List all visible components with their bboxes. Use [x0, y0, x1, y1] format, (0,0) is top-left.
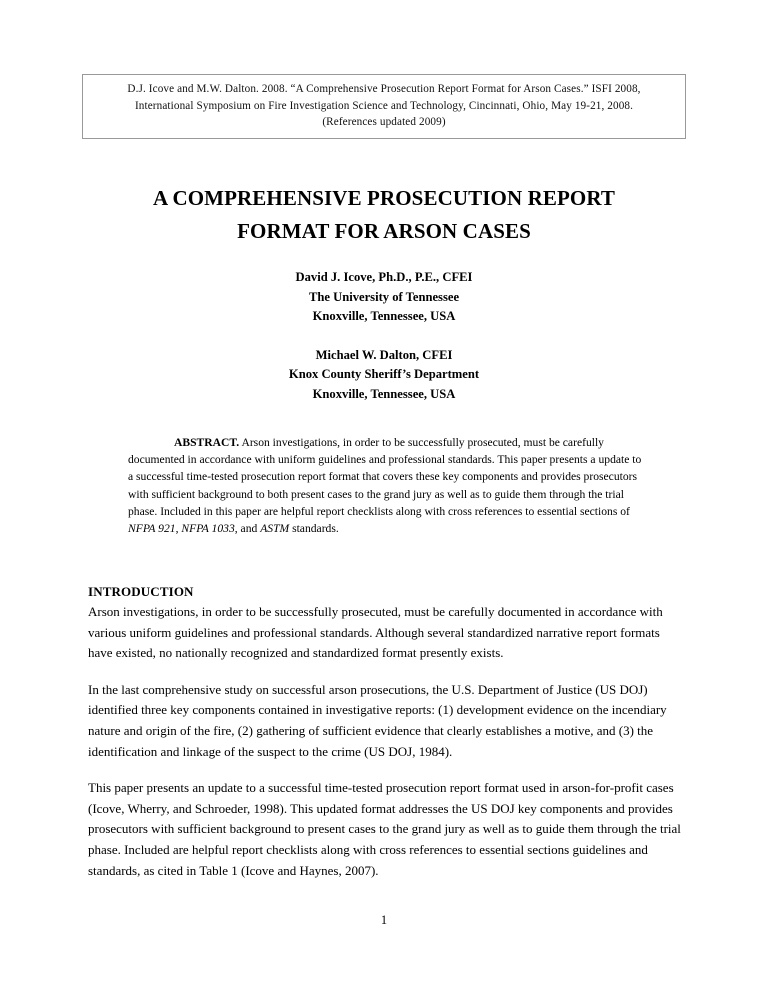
author-name: David J. Icove, Ph.D., P.E., CFEI: [295, 270, 473, 284]
citation-line-1: D.J. Icove and M.W. Dalton. 2008. “A Comprehensive Prosecution Report Format for Arson Cases.” ISFI 2008,: [127, 83, 641, 95]
introduction-section: [88, 583, 682, 881]
abstract-text-part-1: Arson investigations, in order to be successfully prosecuted, must be carefully documented in accordance with uniform guidelines and professional standards. This paper presents a update to a successful time-tested prosecution report format that covers these key components and provides prosecutors with sufficient background to both present cases to the grand jury as well as to guide them through the trial phase. Included in this paper are helpful report checklists along with cross references to essential sections of: [128, 436, 642, 518]
page-title: [84, 182, 684, 248]
author-entry-2: [84, 346, 684, 405]
abstract-text-mid-1: ,: [175, 522, 182, 536]
section-heading-introduction: INTRODUCTION: [88, 584, 194, 599]
page-number: 1: [380, 913, 388, 927]
abstract-section: [128, 434, 644, 537]
author-location: Knoxville, Tennessee, USA: [312, 309, 456, 323]
page-title-line-2: FORMAT FOR ARSON CASES: [237, 219, 531, 244]
author-location: Knoxville, Tennessee, USA: [312, 386, 456, 401]
citation-box: [82, 74, 686, 139]
citation-line-3: (References updated 2009): [322, 116, 446, 128]
introduction-paragraph-3: This paper presents an update to a successful time-tested prosecution report format used in arson-for-profit cases (Icove, Wherry, and Schroeder, 1998). This updated format addresses the US DOJ key components and provides prosecutors with sufficient background to present cases to the grand jury as well as to guide them through the trial phase. Included are helpful report checklists along with cross references to essential sections guidelines and standards, as cited in Table 1 (Icove and Haynes, 2007).: [88, 780, 681, 878]
abstract-label: ABSTRACT.: [174, 436, 240, 449]
author-entry-1: [84, 268, 684, 327]
introduction-paragraph-1: Arson investigations, in order to be successfully prosecuted, must be carefully documented in accordance with various uniform guidelines and professional standards. Although several standardized narrative report formats have existed, no nationally recognized and standardized format presently exists.: [88, 604, 663, 661]
citation-line-2: International Symposium on Fire Investigation Science and Technology, Cincinnati, Ohio, May 19-21, 2008.: [134, 99, 634, 112]
author-block: [84, 268, 684, 404]
abstract-text-mid-2: , and: [234, 522, 261, 536]
abstract-italic-nfpa-921: NFPA 921: [128, 522, 176, 536]
author-name: Michael W. Dalton, CFEI: [315, 347, 453, 362]
author-affiliation: Knox County Sheriff’s Department: [288, 367, 480, 381]
abstract-italic-astm: ASTM: [260, 522, 290, 536]
author-affiliation: The University of Tennessee: [308, 289, 460, 304]
abstract-italic-nfpa-1033: NFPA 1033: [181, 522, 235, 536]
abstract-text-end: standards.: [289, 522, 339, 536]
page-title-line-1: A COMPREHENSIVE PROSECUTION REPORT: [153, 186, 615, 211]
introduction-paragraph-2: In the last comprehensive study on successful arson prosecutions, the U.S. Department of Justice (US DOJ) identified three key components contained in investigative reports: (1) development evidence on the incendiary nature and origin of the fire, (2) gathering of sufficient evidence that clearly establishes a motive, and (3) the identification and linkage of the suspect to the crime (US DOJ, 1984).: [88, 681, 667, 759]
